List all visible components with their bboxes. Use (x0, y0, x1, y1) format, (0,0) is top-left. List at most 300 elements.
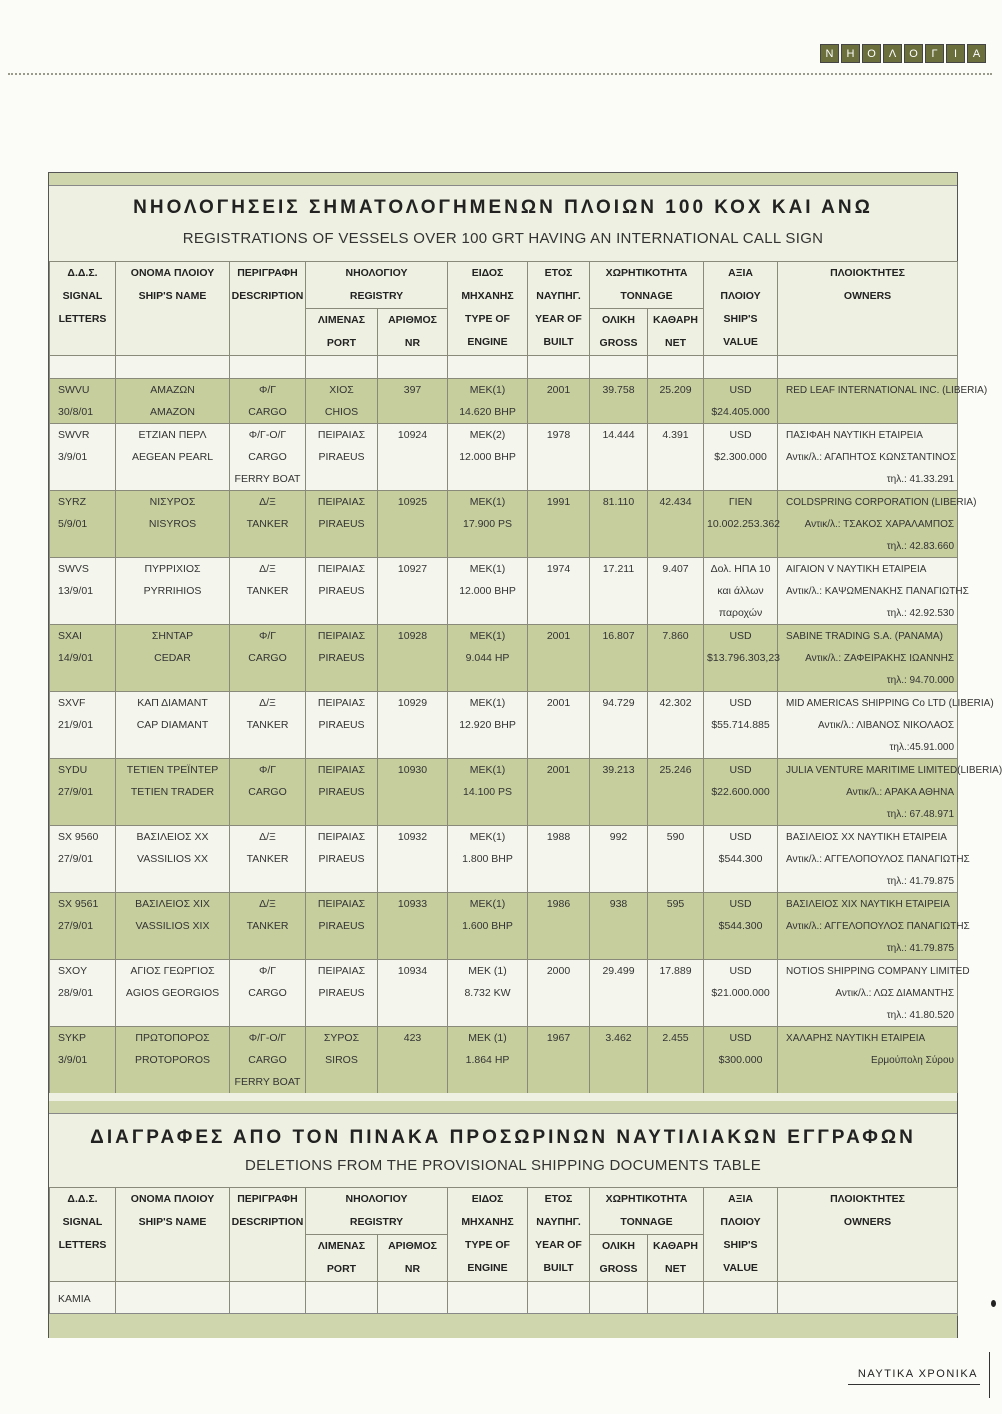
description-cell (230, 803, 306, 826)
net-tonnage-cell (648, 1004, 704, 1027)
vessel-row (50, 759, 958, 782)
spacer-cell (378, 356, 448, 379)
port-cell (306, 1282, 378, 1317)
net-tonnage-cell: 42.434 (648, 491, 704, 514)
port-cell: PIRAEUS (306, 781, 378, 803)
ship-name-cell (116, 669, 230, 692)
engine-cell: 12.000 BHP (448, 580, 528, 602)
signal-letters-cell: SYKP (50, 1027, 116, 1050)
signal-letters-cell (50, 937, 116, 960)
signal-letters-cell: 27/9/01 (50, 781, 116, 803)
ship-value-cell: $24.405.000 (704, 401, 778, 424)
ship-value-cell: και άλλων (704, 580, 778, 602)
signal-letters-cell: SYRZ (50, 491, 116, 514)
header-dotted-rule (8, 73, 992, 75)
signal-letters-cell (50, 535, 116, 558)
vessel-row (50, 468, 958, 491)
registry-number-cell (378, 535, 448, 558)
registry-panel (48, 172, 1002, 1338)
ships-name-header: ΟΝΟΜΑ ΠΛΟΙΟΥ SHIP'S NAME (116, 262, 230, 356)
gross-tonnage-cell: 17.211 (590, 558, 648, 581)
owners-cell: τηλ.: 94.70.000 (778, 669, 958, 692)
engine-cell (448, 602, 528, 625)
registry-number-cell (378, 848, 448, 870)
ship-value-cell: 10.002.253.362 (704, 513, 778, 535)
gross-tonnage-cell (590, 446, 648, 468)
engine-cell: 12.000 BHP (448, 446, 528, 468)
signal-letters-cell: 21/9/01 (50, 714, 116, 736)
ship-name-cell: PROTOPOROS (116, 1049, 230, 1071)
engine-cell: ΜΕΚ (1) (448, 960, 528, 983)
spacer-cell (116, 356, 230, 379)
port-cell (306, 669, 378, 692)
ship-value-cell: USD (704, 826, 778, 849)
year-built-cell (528, 1071, 590, 1093)
ship-name-cell: AMAZON (116, 401, 230, 424)
description-cell: Φ/Γ-Ο/Γ (230, 1027, 306, 1050)
port-cell: ΠΕΙΡΑΙΑΣ (306, 424, 378, 447)
description-cell (230, 870, 306, 893)
net-tonnage-cell (648, 848, 704, 870)
signal-letters-cell (50, 1004, 116, 1027)
ship-name-cell: ΤΕΤΙΕΝ ΤΡΕΪΝΤΕΡ (116, 759, 230, 782)
gross-tonnage-cell (590, 535, 648, 558)
signal-letters-cell: SWVU (50, 379, 116, 402)
gross-tonnage-header: ΟΛΙΚΗ GROSS (590, 309, 648, 356)
vessel-row (50, 602, 958, 625)
engine-cell (448, 1071, 528, 1093)
owners-cell: τηλ.: 41.80.520 (778, 1004, 958, 1027)
spacer-cell (648, 356, 704, 379)
ship-value-cell (704, 669, 778, 692)
section-tab-letter: Γ (925, 44, 944, 63)
engine-cell: ΜΕΚ(1) (448, 759, 528, 782)
year-built-cell (528, 781, 590, 803)
ship-name-cell: TETIEN TRADER (116, 781, 230, 803)
gross-tonnage-cell (590, 669, 648, 692)
gross-tonnage-cell (590, 647, 648, 669)
owners-cell: Αντικ/λ.: ΑΓΓΕΛΟΠΟΥΛΟΣ ΠΑΝΑΓΙΩΤΗΣ (778, 848, 958, 870)
vessel-row (50, 937, 958, 960)
description-cell: TANKER (230, 714, 306, 736)
registry-number-cell: 10933 (378, 893, 448, 916)
description-cell: Δ/Ξ (230, 826, 306, 849)
vessel-row (50, 870, 958, 893)
gross-tonnage-cell: 39.213 (590, 759, 648, 782)
vessel-row (50, 580, 958, 602)
net-tonnage-cell: 590 (648, 826, 704, 849)
net-tonnage-cell: 42.302 (648, 692, 704, 715)
engine-type-header: ΕΙΔΟΣ ΜΗΧΑΝΗΣ TYPE OF ENGINE (448, 262, 528, 356)
owners-cell: NOTIOS SHIPPING COMPANY LIMITED (778, 960, 958, 983)
port-cell: CHIOS (306, 401, 378, 424)
port-cell (306, 803, 378, 826)
engine-cell: ΜΕΚ(1) (448, 491, 528, 514)
registry-number-cell (378, 647, 448, 669)
net-tonnage-cell (648, 1282, 704, 1317)
registry-number-cell (378, 803, 448, 826)
year-built-header: ΕΤΟΣ ΝΑΥΠΗΓ. YEAR OF BUILT (528, 1188, 590, 1282)
description-header: ΠΕΡΙΓΡΑΦΗ DESCRIPTION (230, 262, 306, 356)
engine-cell: ΜΕΚ(1) (448, 625, 528, 648)
year-built-cell: 1967 (528, 1027, 590, 1050)
engine-cell: ΜΕΚ(1) (448, 558, 528, 581)
year-built-cell (528, 803, 590, 826)
ship-name-cell: ΑΓΙΟΣ ΓΕΩΡΓΙΟΣ (116, 960, 230, 983)
engine-cell: 14.100 PS (448, 781, 528, 803)
owners-cell (778, 1282, 958, 1317)
description-cell: Φ/Γ-Ο/Γ (230, 424, 306, 447)
ship-name-cell (116, 602, 230, 625)
gross-tonnage-cell (590, 937, 648, 960)
ship-value-cell: Δολ. ΗΠΑ 10 (704, 558, 778, 581)
year-built-cell (528, 736, 590, 759)
ship-name-cell: AGIOS GEORGIOS (116, 982, 230, 1004)
year-built-cell (528, 848, 590, 870)
vessel-row (50, 513, 958, 535)
ship-name-cell: CAP DIAMANT (116, 714, 230, 736)
deletion-row (50, 1282, 958, 1317)
registrations-table (49, 261, 1002, 1093)
ship-value-header: ΑΞΙΑ ΠΛΟΙΟΥ SHIP'S VALUE (704, 1188, 778, 1282)
engine-cell (448, 669, 528, 692)
registry-number-cell (378, 870, 448, 893)
registry-number-header: ΑΡΙΘΜΟΣ NR (378, 309, 448, 356)
ship-name-cell (116, 736, 230, 759)
signal-letters-cell: 3/9/01 (50, 1049, 116, 1071)
net-tonnage-cell (648, 982, 704, 1004)
gross-tonnage-cell (590, 602, 648, 625)
description-cell: FERRY BOAT (230, 1071, 306, 1093)
ship-name-cell (116, 1071, 230, 1093)
ship-name-cell (116, 468, 230, 491)
net-tonnage-cell: 9.407 (648, 558, 704, 581)
owners-cell: τηλ.:45.91.000 (778, 736, 958, 759)
owners-cell: Αντικ/λ.: ΑΓΓΕΛΟΠΟΥΛΟΣ ΠΑΝΑΓΙΩΤΗΣ (778, 915, 958, 937)
engine-cell: 1.800 BHP (448, 848, 528, 870)
gross-tonnage-cell (590, 1004, 648, 1027)
signal-letters-header: Δ.Δ.Σ. SIGNAL LETTERS (50, 1188, 116, 1282)
port-cell: ΠΕΙΡΑΙΑΣ (306, 625, 378, 648)
owners-cell: Αντικ/λ.: ΖΑΦΕΙΡΑΚΗΣ ΙΩΑΝΝΗΣ (778, 647, 958, 669)
vessel-row (50, 803, 958, 826)
ship-name-cell: VASSILIOS XX (116, 848, 230, 870)
section-tabs (818, 44, 986, 63)
vessel-row (50, 446, 958, 468)
gross-tonnage-cell: 16.807 (590, 625, 648, 648)
margin-bullet (991, 1300, 996, 1307)
engine-cell (448, 870, 528, 893)
vessel-row (50, 714, 958, 736)
vessel-row (50, 982, 958, 1004)
ship-value-cell (704, 1071, 778, 1093)
vessel-row (50, 915, 958, 937)
port-cell (306, 602, 378, 625)
year-built-cell: 1978 (528, 424, 590, 447)
ship-name-cell: ΒΑΣΙΛΕΙΟΣ ΧΧ (116, 826, 230, 849)
engine-cell (448, 535, 528, 558)
engine-cell (448, 1282, 528, 1317)
port-cell (306, 535, 378, 558)
port-cell: PIRAEUS (306, 848, 378, 870)
ship-value-cell: $55.714.885 (704, 714, 778, 736)
year-built-cell (528, 915, 590, 937)
registry-number-cell: 10934 (378, 960, 448, 983)
year-built-cell (528, 468, 590, 491)
spacer-cell (448, 356, 528, 379)
vessel-row (50, 736, 958, 759)
port-header: ΛΙΜΕΝΑΣ PORT (306, 1235, 378, 1282)
engine-cell (448, 803, 528, 826)
ship-name-cell: ΣΗΝΤΑΡ (116, 625, 230, 648)
year-built-cell (528, 647, 590, 669)
registry-number-cell (378, 580, 448, 602)
ship-name-cell: NISYROS (116, 513, 230, 535)
net-tonnage-cell: 25.209 (648, 379, 704, 402)
gross-tonnage-cell (590, 1049, 648, 1071)
gross-tonnage-cell (590, 468, 648, 491)
year-built-cell: 1974 (528, 558, 590, 581)
description-cell (230, 669, 306, 692)
engine-cell: ΜΕΚ (1) (448, 1027, 528, 1050)
signal-letters-cell (50, 870, 116, 893)
net-tonnage-cell (648, 669, 704, 692)
deletions-title-english: DELETIONS FROM THE PROVISIONAL SHIPPING DOCUMENTS TABLE (244, 1157, 762, 1174)
description-cell: Φ/Γ (230, 625, 306, 648)
ship-name-cell (116, 535, 230, 558)
owners-cell: SABINE TRADING S.A. (PANAMA) (778, 625, 958, 648)
vessel-row (50, 379, 958, 402)
registry-number-cell (378, 401, 448, 424)
ship-name-cell (116, 937, 230, 960)
gross-tonnage-cell: 14.444 (590, 424, 648, 447)
ship-value-cell: $544.300 (704, 848, 778, 870)
ship-value-cell: USD (704, 759, 778, 782)
vessel-row (50, 491, 958, 514)
gross-tonnage-cell (590, 803, 648, 826)
gross-tonnage-cell (590, 736, 648, 759)
port-cell: PIRAEUS (306, 513, 378, 535)
year-built-cell (528, 714, 590, 736)
description-cell: Δ/Ξ (230, 692, 306, 715)
spacer-cell (704, 356, 778, 379)
gross-tonnage-cell (590, 714, 648, 736)
description-cell (230, 535, 306, 558)
registry-number-cell (378, 982, 448, 1004)
owners-cell: Αντικ/λ.: ΚΑΨΩΜΕΝΑΚΗΣ ΠΑΝΑΓΙΩΤΗΣ (778, 580, 958, 602)
port-cell: ΧΙΟΣ (306, 379, 378, 402)
registry-number-cell (378, 1004, 448, 1027)
port-cell: ΣΥΡΟΣ (306, 1027, 378, 1050)
ship-value-cell: παροχών (704, 602, 778, 625)
panel-bottom-strip (49, 1313, 957, 1338)
owners-cell: ΑΙΓΑΙΟΝ V ΝΑΥΤΙΚΗ ΕΤΑΙΡΕΙΑ (778, 558, 958, 581)
port-cell: PIRAEUS (306, 915, 378, 937)
engine-type-header: ΕΙΔΟΣ ΜΗΧΑΝΗΣ TYPE OF ENGINE (448, 1188, 528, 1282)
port-cell (306, 1071, 378, 1093)
owners-cell (778, 1071, 958, 1093)
description-cell: CARGO (230, 647, 306, 669)
owners-cell: Ερμούπολη Σύρου (778, 1049, 958, 1071)
description-cell: CARGO (230, 446, 306, 468)
ship-value-cell: USD (704, 692, 778, 715)
net-tonnage-cell: 595 (648, 893, 704, 916)
ship-name-cell: PYRRIHIOS (116, 580, 230, 602)
description-cell (230, 1004, 306, 1027)
signal-letters-cell (50, 803, 116, 826)
description-cell: TANKER (230, 580, 306, 602)
port-cell (306, 937, 378, 960)
port-cell: PIRAEUS (306, 580, 378, 602)
net-tonnage-cell (648, 602, 704, 625)
owners-header: ΠΛΟΙΟΚΤΗΤΕΣ OWNERS (778, 1188, 958, 1282)
tonnage-header: ΧΩΡΗΤΙΚΟΤΗΤΑ TONNAGE (590, 262, 704, 309)
registry-number-cell (378, 736, 448, 759)
port-cell: ΠΕΙΡΑΙΑΣ (306, 692, 378, 715)
signal-letters-cell: 13/9/01 (50, 580, 116, 602)
engine-cell: ΜΕΚ(1) (448, 379, 528, 402)
registry-number-header: ΑΡΙΘΜΟΣ NR (378, 1235, 448, 1282)
spacer-cell (230, 356, 306, 379)
port-cell: PIRAEUS (306, 647, 378, 669)
ship-name-cell: AEGEAN PEARL (116, 446, 230, 468)
description-cell (230, 736, 306, 759)
ship-value-cell: $300.000 (704, 1049, 778, 1071)
footer-rule (848, 1384, 980, 1385)
vessel-row (50, 401, 958, 424)
registry-number-cell (378, 513, 448, 535)
signal-letters-cell (50, 736, 116, 759)
registry-number-cell (378, 602, 448, 625)
ship-name-cell: VASSILIOS XIX (116, 915, 230, 937)
section-tab-letter: Λ (883, 44, 902, 63)
vessel-row (50, 558, 958, 581)
port-cell: ΠΕΙΡΑΙΑΣ (306, 491, 378, 514)
section-tab-letter: Ο (862, 44, 881, 63)
registry-number-cell: 10927 (378, 558, 448, 581)
net-tonnage-cell (648, 580, 704, 602)
description-cell: TANKER (230, 848, 306, 870)
vessel-row (50, 692, 958, 715)
ship-value-cell: USD (704, 379, 778, 402)
deletions-title-greek: ΔΙΑΓΡΑΦΕΣ ΑΠΟ ΤΟΝ ΠΙΝΑΚΑ ΠΡΟΣΩΡΙΝΩΝ ΝΑΥΤΙΛΙΑΚΩΝ ΕΓΓΡΑΦΩΝ (90, 1127, 916, 1148)
ship-value-cell: $13.796.303,23 (704, 647, 778, 669)
net-tonnage-cell (648, 513, 704, 535)
ship-value-cell: USD (704, 893, 778, 916)
net-tonnage-cell (648, 781, 704, 803)
deletions-table (49, 1187, 958, 1316)
ships-name-header: ΟΝΟΜΑ ΠΛΟΙΟΥ SHIP'S NAME (116, 1188, 230, 1282)
registry-header: ΝΗΟΛΟΓΙΟΥ REGISTRY (306, 1188, 448, 1235)
vessel-row (50, 1071, 958, 1093)
ship-name-cell: ΠΥΡΡΙΧΙΟΣ (116, 558, 230, 581)
year-built-cell (528, 446, 590, 468)
port-cell: SIROS (306, 1049, 378, 1071)
year-built-cell (528, 937, 590, 960)
registry-number-cell: 10924 (378, 424, 448, 447)
signal-letters-cell: 27/9/01 (50, 915, 116, 937)
ship-value-cell: $544.300 (704, 915, 778, 937)
ship-value-cell (704, 937, 778, 960)
engine-cell (448, 937, 528, 960)
ship-value-cell: USD (704, 625, 778, 648)
year-built-cell (528, 669, 590, 692)
ship-value-cell: USD (704, 1027, 778, 1050)
description-cell (230, 602, 306, 625)
net-tonnage-cell (648, 468, 704, 491)
description-cell (230, 1282, 306, 1317)
vessel-row (50, 625, 958, 648)
net-tonnage-cell (648, 1071, 704, 1093)
registry-number-cell (378, 781, 448, 803)
gross-tonnage-cell (590, 580, 648, 602)
year-built-cell (528, 870, 590, 893)
year-built-cell (528, 1282, 590, 1317)
description-cell: Φ/Γ (230, 379, 306, 402)
spacer-cell (528, 356, 590, 379)
vessel-row (50, 424, 958, 447)
port-cell: PIRAEUS (306, 446, 378, 468)
signal-letters-cell: SWVR (50, 424, 116, 447)
spacer-row (50, 356, 958, 379)
net-tonnage-cell (648, 915, 704, 937)
net-tonnage-cell (648, 937, 704, 960)
owners-cell: ΠΑΣΙΦΑΗ ΝΑΥΤΙΚΗ ΕΤΑΙΡΕΙΑ (778, 424, 958, 447)
vessel-row (50, 893, 958, 916)
registry-number-cell: 423 (378, 1027, 448, 1050)
signal-letters-cell: SXAI (50, 625, 116, 648)
engine-cell: ΜΕΚ(1) (448, 893, 528, 916)
year-built-cell (528, 602, 590, 625)
ship-value-cell: USD (704, 424, 778, 447)
owners-cell (778, 401, 958, 424)
gross-tonnage-cell: 3.462 (590, 1027, 648, 1050)
ship-name-cell: CEDAR (116, 647, 230, 669)
ship-name-cell (116, 803, 230, 826)
description-cell: Φ/Γ (230, 759, 306, 782)
vessel-row (50, 647, 958, 669)
ship-name-cell (116, 870, 230, 893)
description-cell: CARGO (230, 401, 306, 424)
net-tonnage-cell (648, 714, 704, 736)
ship-name-cell: ΠΡΩΤΟΠΟΡΟΣ (116, 1027, 230, 1050)
owners-cell: Αντικ/λ.: ΤΣΑΚΟΣ ΧΑΡΑΛΑΜΠΟΣ (778, 513, 958, 535)
engine-cell: 8.732 KW (448, 982, 528, 1004)
ship-value-cell (704, 870, 778, 893)
vessel-row (50, 826, 958, 849)
signal-letters-cell: 3/9/01 (50, 446, 116, 468)
signal-letters-cell: SXVF (50, 692, 116, 715)
vessel-row (50, 848, 958, 870)
vessel-row (50, 1049, 958, 1071)
net-tonnage-cell (648, 803, 704, 826)
registry-header: ΝΗΟΛΟΓΙΟΥ REGISTRY (306, 262, 448, 309)
vessel-row (50, 781, 958, 803)
year-built-cell: 1986 (528, 893, 590, 916)
registry-number-cell: 10928 (378, 625, 448, 648)
registrations-title-english: REGISTRATIONS OF VESSELS OVER 100 GRT HAVING AN INTERNATIONAL CALL SIGN (182, 230, 824, 247)
net-tonnage-cell (648, 401, 704, 424)
gross-tonnage-cell: 94.729 (590, 692, 648, 715)
gross-tonnage-cell: 39.758 (590, 379, 648, 402)
description-cell: CARGO (230, 1049, 306, 1071)
year-built-cell (528, 535, 590, 558)
signal-letters-cell (50, 1071, 116, 1093)
engine-cell (448, 468, 528, 491)
vessel-row (50, 960, 958, 983)
year-built-cell: 2001 (528, 379, 590, 402)
net-tonnage-cell (648, 647, 704, 669)
